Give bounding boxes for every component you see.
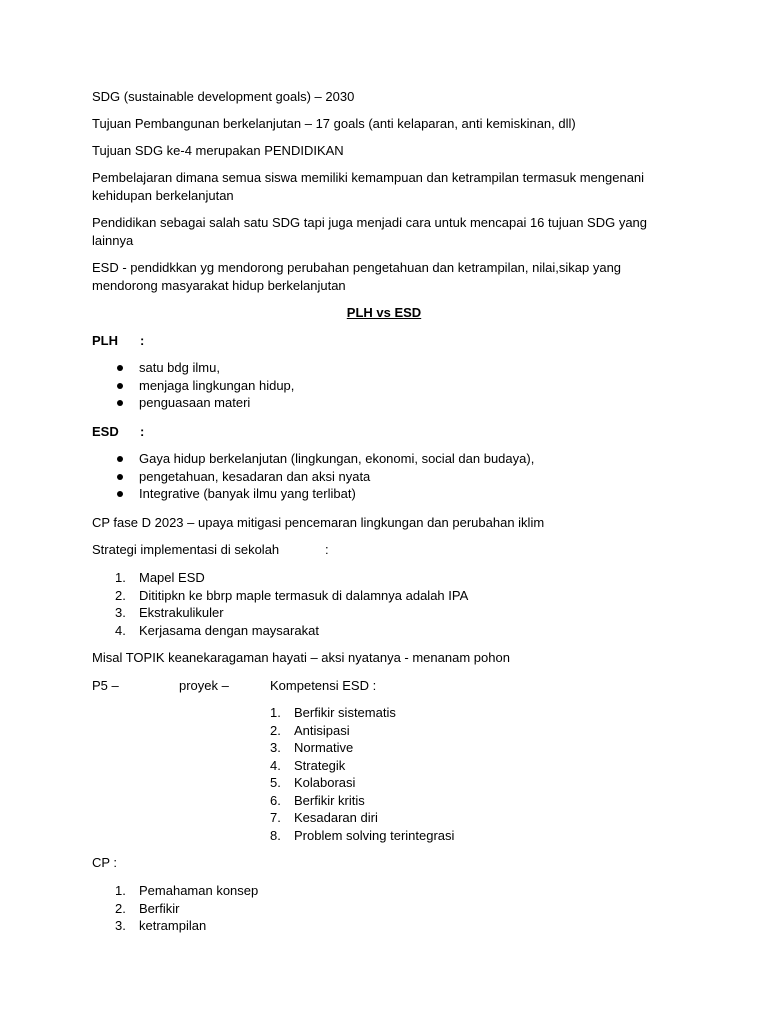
list-item [139, 394, 294, 412]
paragraph-esd-definition: ESD - pendidkkan yg mendorong perubahan pengetahuan dan ketrampilan, nilai,sikap yang mendorong masyarakat hidup berkelanjutan [92, 260, 622, 293]
list-number: 4. [270, 757, 281, 773]
list-item [270, 809, 454, 827]
list-item-text: Berfikir sistematis [294, 705, 396, 720]
list-item-text: Kolaborasi [294, 775, 356, 790]
bullet-icon [117, 383, 123, 389]
list-item-text: penguasaan materi [139, 395, 251, 410]
list-item-text: Kerjasama dengan maysarakat [139, 622, 319, 638]
bullet-icon [117, 474, 123, 480]
list-item [270, 722, 454, 740]
list-item-text: Normative [294, 740, 354, 755]
list-number: 4. [115, 622, 126, 638]
bullet-icon [117, 456, 123, 462]
paragraph-sdg-4: Tujuan SDG ke-4 merupakan PENDIDIKAN [92, 143, 344, 158]
list-item-text: pengetahuan, kesadaran dan aksi nyata [139, 468, 371, 484]
paragraph-pembelajaran: Pembelajaran dimana semua siswa memiliki kemampuan dan ketrampilan termasuk mengenani kehidupan berkelanjutan [92, 170, 645, 203]
list-item [115, 569, 468, 587]
strategi-label: Strategi implementasi di sekolah [92, 542, 280, 557]
list-item-text: Kesadaran diri [294, 810, 378, 825]
list-item-text: Berfikir [139, 900, 180, 916]
list-number: 1. [270, 705, 281, 720]
list-item-text: ketrampilan [139, 918, 207, 933]
list-item-text: Ekstrakulikuler [139, 605, 224, 620]
strategi-list [115, 569, 469, 639]
list-item-text: Strategik [294, 757, 346, 773]
paragraph-tujuan: Tujuan Pembangunan berkelanjutan – 17 goals (anti kelaparan, anti kemiskinan, dll) [92, 116, 576, 131]
paragraph-cp-fase-d: CP fase D 2023 – upaya mitigasi pencemaran lingkungan dan perubahan iklim [92, 515, 545, 530]
list-item [139, 359, 294, 377]
list-item [270, 757, 454, 775]
list-item [115, 917, 258, 935]
list-number: 1. [115, 570, 126, 585]
list-number: 6. [270, 792, 281, 808]
list-item [115, 882, 259, 900]
list-item-text: Antisipasi [294, 722, 350, 738]
strategi-colon: : [325, 542, 329, 557]
list-number: 8. [270, 827, 281, 843]
esd-label: ESD [92, 424, 119, 439]
list-number: 3. [115, 918, 126, 933]
p5-row [92, 677, 672, 695]
p5-label: P5 – [92, 678, 119, 693]
list-item-text: menjaga lingkungan hidup, [139, 377, 295, 393]
list-number: 2. [270, 722, 281, 738]
kompetensi-list [270, 704, 455, 844]
list-item [270, 704, 454, 722]
list-item-text: Integrative (banyak ilmu yang terlibat) [139, 486, 356, 501]
list-item-text: Pemahaman konsep [139, 883, 259, 898]
list-item-text: Berfikir kritis [294, 792, 365, 808]
list-item-text: satu bdg ilmu, [139, 360, 220, 375]
list-item [115, 622, 468, 640]
proyek-label: proyek – [179, 678, 229, 693]
paragraph-pendidikan: Pendidikan sebagai salah satu SDG tapi juga menjadi cara untuk mencapai 16 tujuan SDG yang lainnya [92, 215, 648, 248]
list-item [115, 604, 468, 622]
list-item [270, 739, 454, 757]
list-number: 2. [115, 587, 126, 603]
list-number: 3. [115, 605, 126, 620]
bullet-icon [117, 491, 123, 497]
strategi-label-row [92, 541, 672, 559]
list-item-text: Dititipkn ke bbrp maple termasuk di dalamnya adalah IPA [139, 587, 469, 603]
cp-label: CP : [92, 855, 118, 870]
bullet-icon [117, 400, 123, 406]
list-item [115, 587, 469, 605]
list-number: 7. [270, 810, 281, 825]
kompetensi-label: Kompetensi ESD : [270, 678, 377, 693]
list-item-text: Problem solving terintegrasi [294, 827, 455, 843]
esd-label-row [92, 423, 672, 441]
list-number: 2. [115, 900, 126, 916]
plh-list [139, 359, 294, 412]
cp-list [115, 882, 259, 935]
heading-plh-vs-esd: PLH vs ESD [346, 305, 422, 320]
list-item [139, 450, 534, 468]
list-item [270, 774, 454, 792]
list-item [139, 468, 534, 486]
esd-colon: : [140, 424, 145, 439]
list-number: 5. [270, 775, 281, 790]
plh-label: PLH [92, 333, 118, 348]
list-item [139, 377, 294, 395]
list-item [115, 900, 258, 918]
list-item-text: Gaya hidup berkelanjutan (lingkungan, ekonomi, social dan budaya), [139, 451, 535, 466]
list-item-text: Mapel ESD [139, 570, 205, 585]
paragraph-misal-topik: Misal TOPIK keanekaragaman hayati – aksi nyatanya - menanam pohon [92, 650, 510, 665]
plh-colon: : [140, 333, 145, 348]
list-item [270, 827, 455, 845]
plh-label-row [92, 332, 672, 350]
list-item [139, 485, 534, 503]
list-number: 1. [115, 883, 126, 898]
bullet-icon [117, 365, 123, 371]
list-item [270, 792, 454, 810]
list-number: 3. [270, 740, 281, 755]
esd-list [139, 450, 534, 503]
paragraph-sdg: SDG (sustainable development goals) – 2030 [92, 89, 355, 104]
